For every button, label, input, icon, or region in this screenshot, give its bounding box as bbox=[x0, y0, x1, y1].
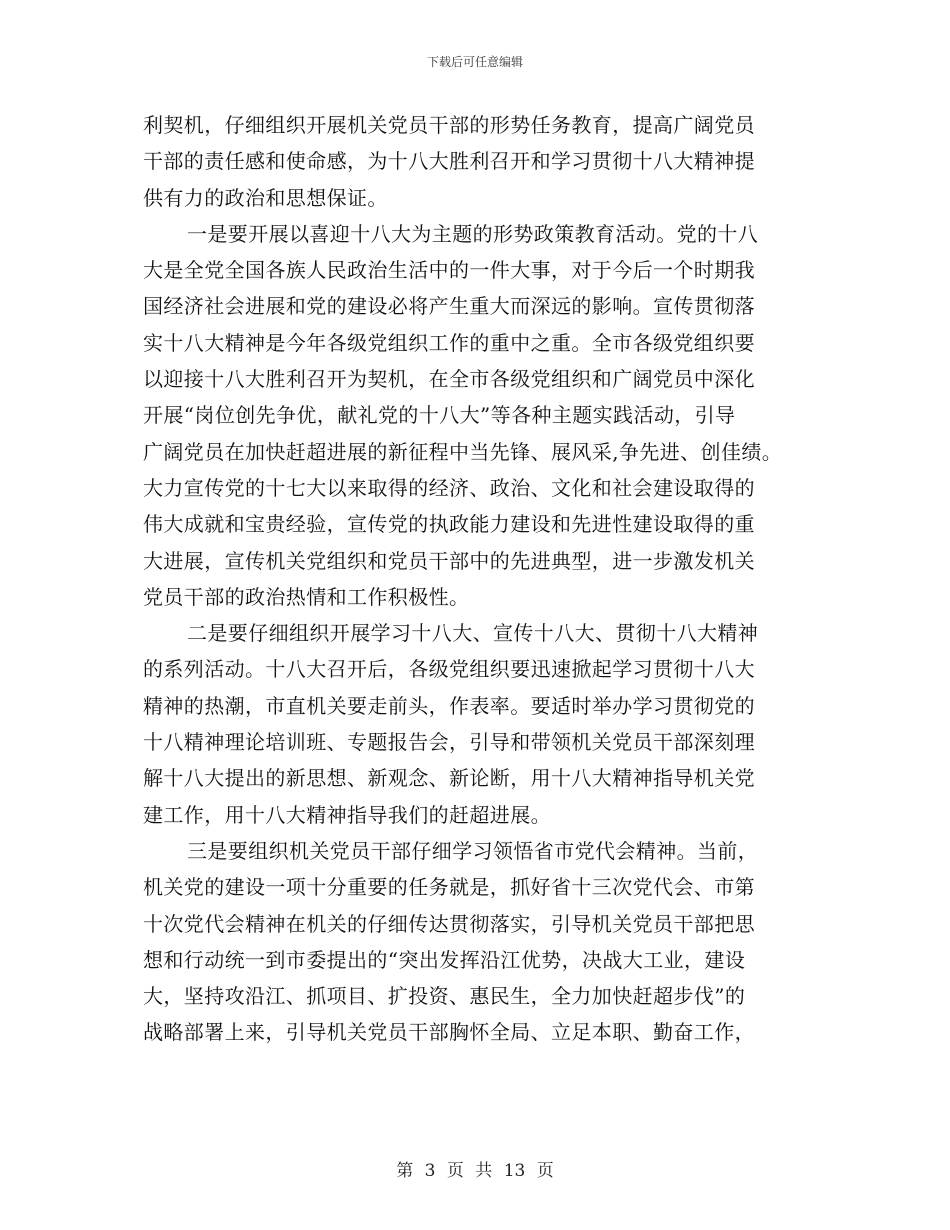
body-line-10: 广阔党员在加快赶超进展的新征程中当先锋、展风采,争先进、创佳绩。 bbox=[143, 439, 783, 464]
body-line-22: 机关党的建设一项十分重要的任务就是，抓好省十三次党代会、市第 bbox=[143, 875, 755, 900]
body-line-14: 党员干部的政治热情和工作积极性。 bbox=[143, 584, 470, 609]
body-line-17: 精神的热潮，市直机关要走前头，作表率。要适时举办学习贯彻党的 bbox=[143, 693, 755, 718]
paragraph-one-start: 一是要开展以喜迎十八大为主题的形势政策教育活动。党的十八 bbox=[187, 221, 759, 246]
body-line-9: 开展“岗位创先争优，献礼党的十八大”等各种主题实践活动，引导 bbox=[143, 403, 736, 428]
body-line-8: 以迎接十八大胜利召开为契机，在全市各级党组织和广阔党员中深化 bbox=[143, 367, 755, 392]
page-header: 下载后可任意编辑 bbox=[426, 55, 523, 69]
body-line-7: 实十八大精神是今年各级党组织工作的重中之重。全市各级党组织要 bbox=[143, 330, 755, 355]
body-line-3: 供有力的政治和思想保证。 bbox=[143, 185, 388, 210]
body-line-1: 利契机，仔细组织开展机关党员干部的形势任务教育，提高广阔党员 bbox=[143, 113, 755, 137]
body-line-25: 大，坚持攻沿江、抓项目、扩投资、惠民生，全力加快赶超步伐”的 bbox=[143, 984, 746, 1009]
body-line-23: 十次党代会精神在机关的仔细传达贯彻落实，引导机关党员干部把思 bbox=[143, 911, 755, 936]
body-line-24: 想和行动统一到市委提出的“突出发挥沿江优势，决战大工业，建设 bbox=[143, 947, 746, 972]
body-line-13: 大进展，宣传机关党组织和党员干部中的先进典型，进一步激发机关 bbox=[143, 548, 755, 573]
body-line-16: 的系列活动。十八大召开后，各级党组织要迅速掀起学习贯彻十八大 bbox=[143, 657, 755, 682]
body-line-18: 十八精神理论培训班、专题报告会，引导和带领机关党员干部深刻理 bbox=[143, 730, 755, 755]
body-line-11: 大力宣传党的十七大以来取得的经济、政治、文化和社会建设取得的 bbox=[143, 475, 755, 500]
body-line-6: 国经济社会进展和党的建设必将产生重大而深远的影响。宣传贯彻落 bbox=[143, 294, 755, 319]
body-line-19: 解十八大提出的新思想、新观念、新论断，用十八大精神指导机关党 bbox=[143, 766, 755, 791]
document-body bbox=[143, 107, 823, 1051]
body-line-20: 建工作，用十八大精神指导我们的赶超进展。 bbox=[143, 802, 551, 827]
body-line-12: 伟大成就和宝贵经验，宣传党的执政能力建设和先进性建设取得的重 bbox=[143, 512, 755, 537]
body-line-2: 干部的责任感和使命感，为十八大胜利召开和学习贯彻十八大精神提 bbox=[143, 149, 755, 174]
paragraph-three-start: 三是要组织机关党员干部仔细学习领悟省市党代会精神。当前， bbox=[187, 838, 759, 863]
paragraph-two-start: 二是要仔细组织开展学习十八大、宣传十八大、贯彻十八大精神 bbox=[187, 621, 759, 646]
body-line-5: 大是全党全国各族人民政治生活中的一件大事，对于今后一个时期我 bbox=[143, 258, 755, 283]
body-line-26: 战略部署上来，引导机关党员干部胸怀全局、立足本职、勤奋工作， bbox=[143, 1020, 755, 1045]
page-number-footer: 第 3 页 共 13 页 bbox=[396, 1161, 554, 1181]
